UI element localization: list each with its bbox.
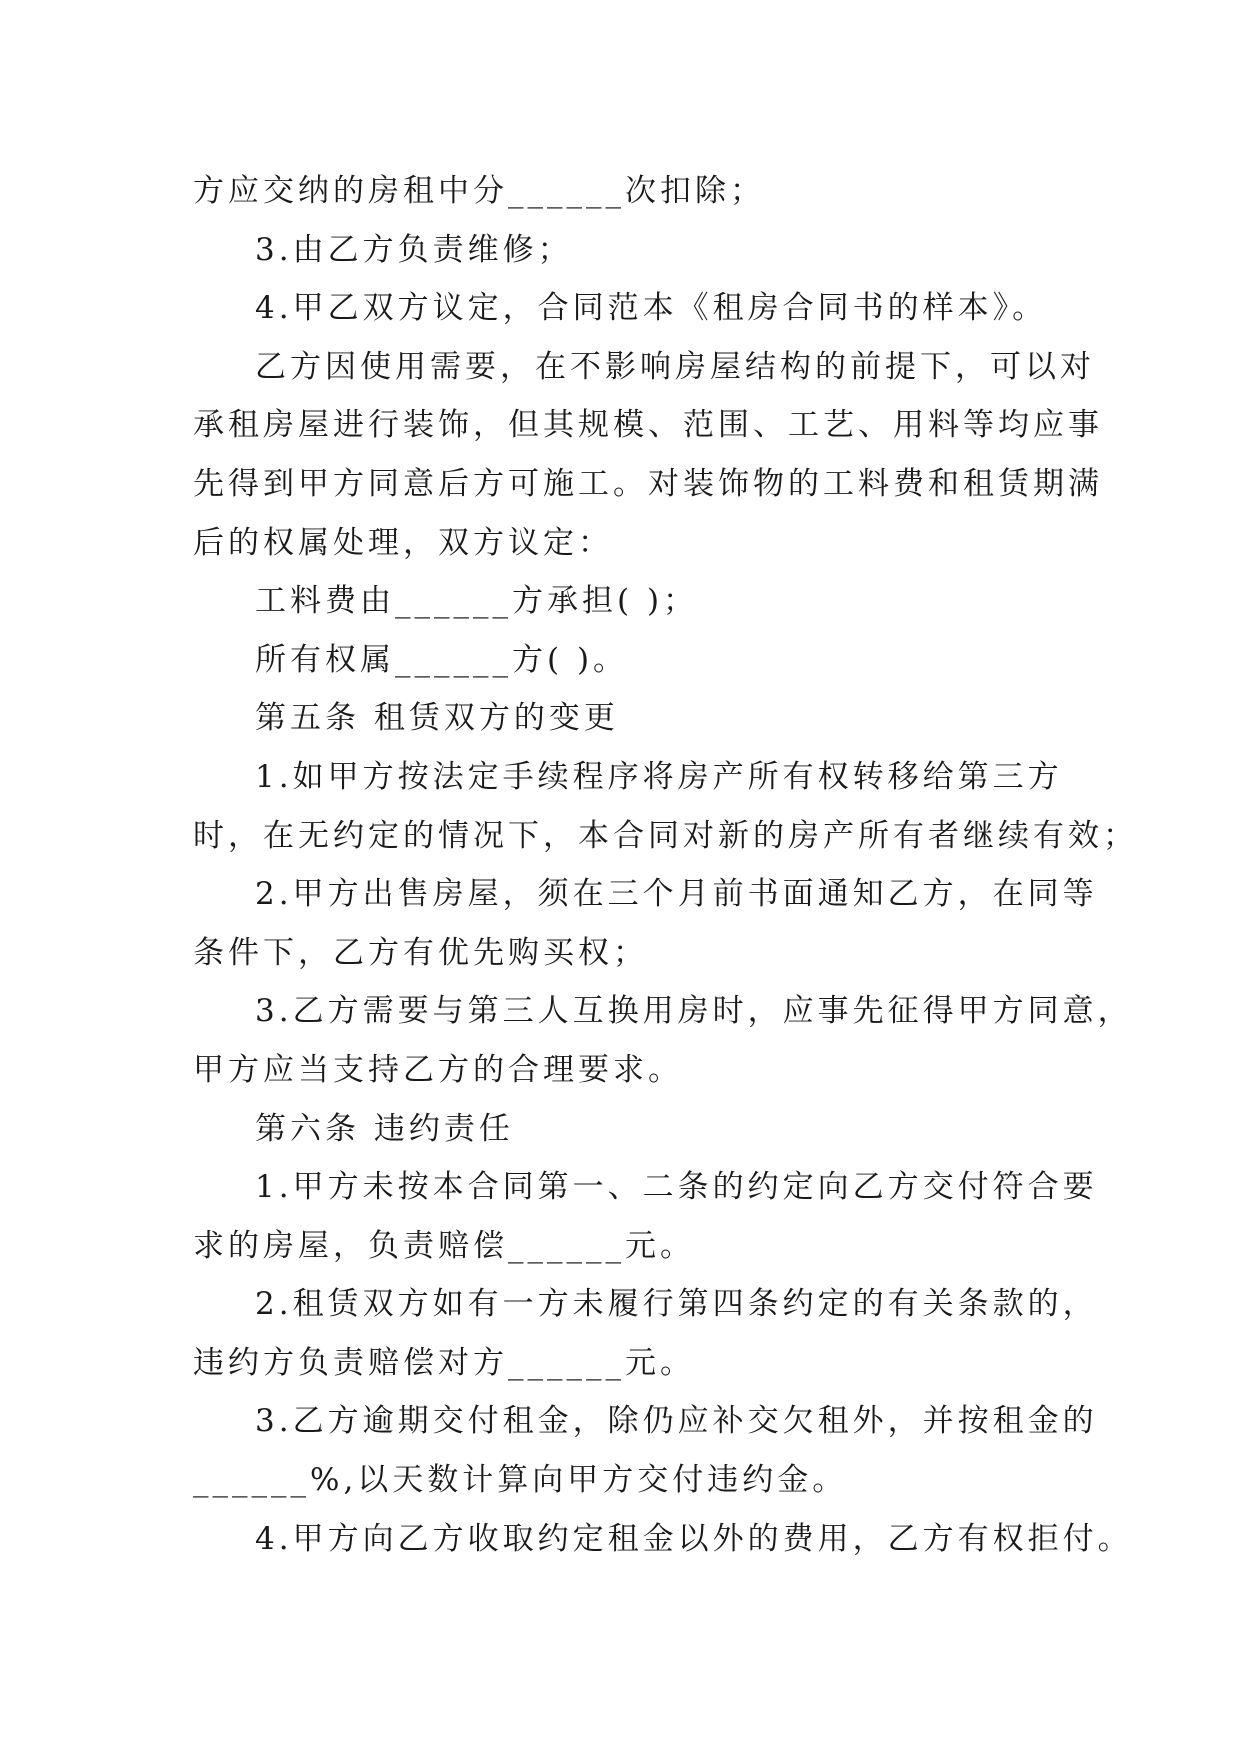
text-line: 求的房屋，负责赔偿______元。 — [193, 1227, 695, 1264]
text-line: 第五条 租赁双方的变更 — [255, 700, 619, 737]
text-line: 先得到甲方同意后方可施工。对装饰物的工料费和租赁期满 — [193, 465, 1103, 502]
text-line: 4.甲乙双方议定，合同范本《租房合同书的样本》。 — [255, 290, 1048, 327]
document-body — [193, 162, 1138, 1568]
text-line: 违约方负责赔偿对方______元。 — [193, 1344, 695, 1381]
text-line: 乙方因使用需要，在不影响房屋结构的前提下，可以对 — [255, 348, 1095, 385]
text-line: 3.乙方需要与第三人互换用房时，应事先征得甲方同意， — [255, 993, 1133, 1030]
text-line: 第六条 违约责任 — [255, 1110, 514, 1147]
text-line: 2.甲方出售房屋，须在三个月前书面通知乙方，在同等 — [255, 876, 1098, 913]
text-line: 后的权属处理，双方议定： — [193, 524, 613, 561]
text-line: 条件下，乙方有优先购买权； — [193, 934, 648, 971]
text-line: 方应交纳的房租中分______次扣除； — [193, 173, 765, 209]
text-line: 时，在无约定的情况下，本合同对新的房产所有者继续有效； — [193, 817, 1138, 854]
text-line: 2.租赁双方如有一方未履行第四条约定的有关条款的， — [255, 1286, 1098, 1323]
text-line: 承租房屋进行装饰，但其规模、范围、工艺、用料等均应事 — [193, 407, 1103, 444]
text-line: 工料费由______方承担( )； — [255, 583, 699, 620]
text-line: 1.如甲方按法定手续程序将房产所有权转移给第三方 — [255, 758, 1063, 795]
text-line: 4.甲方向乙方收取约定租金以外的费用，乙方有权拒付。 — [255, 1520, 1133, 1557]
text-line: 甲方应当支持乙方的合理要求。 — [193, 1051, 683, 1088]
text-line: ______%,以天数计算向甲方交付违约金。 — [193, 1462, 848, 1499]
text-line: 3.由乙方负责维修； — [255, 231, 573, 268]
text-line: 所有权属______方( )。 — [255, 641, 629, 678]
text-line: 3.乙方逾期交付租金，除仍应补交欠租外，并按租金的 — [255, 1403, 1098, 1440]
text-line: 1.甲方未按本合同第一、二条的约定向乙方交付符合要 — [255, 1169, 1098, 1206]
